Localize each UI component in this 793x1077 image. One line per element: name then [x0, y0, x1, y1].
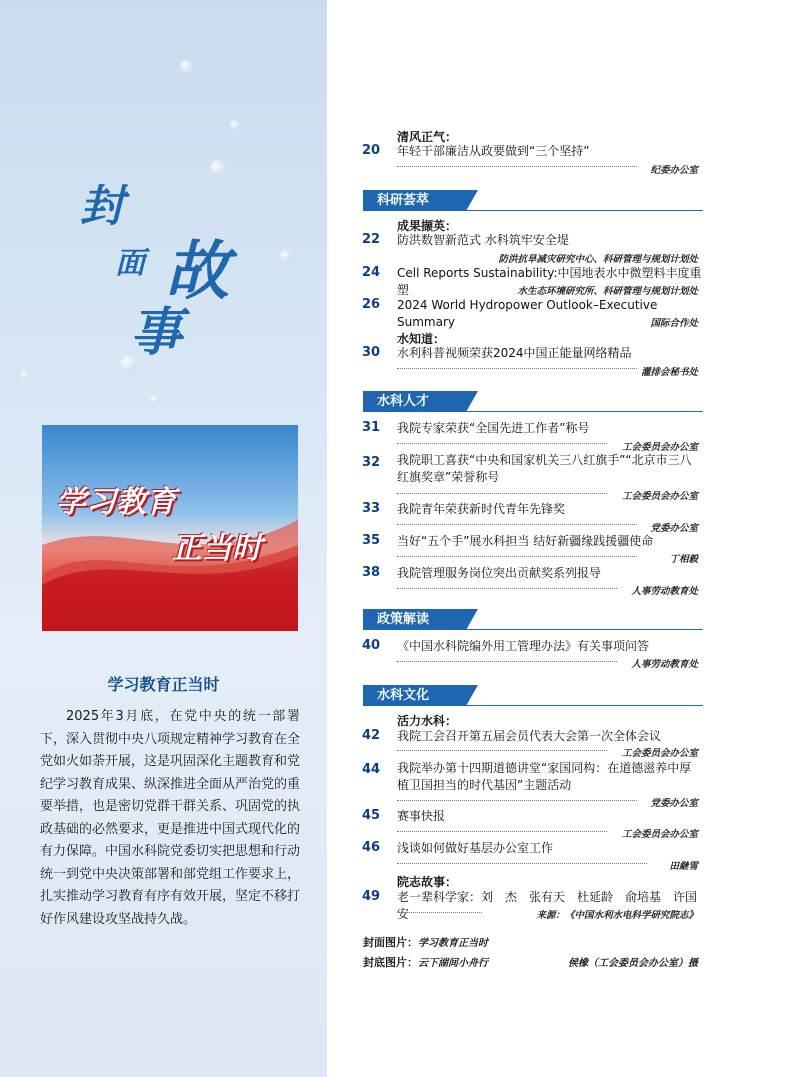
leader-dots	[397, 556, 637, 557]
department: 丁相毅	[669, 554, 698, 565]
department: 工会委员会办公室	[621, 491, 698, 502]
page-number: 33	[362, 501, 381, 516]
article-title[interactable]: 我院职工喜获“中央和国家机关三八红旗手”“北京市三八红旗奖章”荣誉称号	[397, 453, 692, 484]
leader-dots	[397, 912, 482, 913]
cover-story-panel	[0, 0, 327, 1077]
section-header: 政策解读	[363, 609, 466, 630]
department: 人事劳动教育处	[631, 586, 698, 597]
section-rule	[363, 705, 703, 706]
department: 灌排会秘书处	[640, 367, 698, 378]
leader-dots	[397, 493, 607, 494]
cover-image-subtitle: 正当时	[172, 531, 262, 566]
footer-value: 侯橡（工会委员会办公室）摄	[568, 958, 698, 969]
page-number: 20	[362, 143, 381, 158]
cover-story-title: 学习教育正当时	[107, 675, 220, 694]
department: 水生态环境研究所、科研管理与规划计划处	[517, 286, 698, 297]
subheading: 水知道：	[397, 332, 446, 346]
article-title[interactable]: 赛事快报	[397, 809, 446, 823]
page-number: 38	[362, 565, 381, 580]
article-title[interactable]: 《中国水科院编外用工管理办法》有关事项问答	[397, 639, 650, 653]
department: 工会委员会办公室	[621, 442, 698, 453]
article-title[interactable]: 我院管理服务岗位突出贡献奖系列报导	[397, 566, 602, 580]
section-rule	[363, 629, 703, 630]
page-number: 24	[362, 265, 381, 280]
water-drop	[210, 160, 226, 176]
department: 人事劳动教育处	[631, 659, 698, 670]
cover-image-title: 学习教育	[56, 485, 176, 520]
vertical-title-char: 面	[115, 246, 145, 281]
article-title[interactable]: 当好“五个手”展水科担当 结好新疆缘践援疆使命	[397, 534, 654, 548]
article-title[interactable]: 2024 World Hydropower Outlook–Executive Summary	[397, 298, 658, 329]
department: 田継雪	[669, 861, 698, 872]
section-rule	[363, 210, 703, 211]
cover-image-credit	[363, 934, 488, 950]
photographer-credit	[568, 954, 698, 969]
section-header: 水科文化	[363, 685, 466, 706]
leader-dots	[397, 588, 617, 589]
water-drop	[20, 370, 30, 380]
water-drop	[280, 250, 292, 262]
cover-story-body: 2025年3月底，在党中央的统一部署下，深入贯彻中央八项规定精神学习教育在全党如火如荼开展，这是巩固深化主题教育和党纪学习教育成果、纵深推进全面从严治党的重要举措，也是密切党群干群关系、巩固党的执政基础的必然要求，更是推进中国式现代化的有力保障。中国水科院党委切实把思想和行动统一到党中央决策部署和部党组工作要求上，扎实推动学习教育有序有效开展，坚定不移打好作风建设攻坚战持久战。	[40, 709, 301, 927]
subheading: 清风正气：	[397, 130, 458, 144]
leader-dots	[397, 800, 637, 801]
subheading: 成果撷英：	[397, 219, 458, 233]
leader-dots	[397, 831, 607, 832]
article-title[interactable]: Cell Reports Sustainability:中国地表水中微塑料丰度重塑	[397, 266, 702, 297]
leader-dots	[397, 524, 637, 525]
page-number: 40	[362, 638, 381, 653]
department: 来源：《中国水利水电科学研究院志》	[536, 910, 698, 921]
article-title[interactable]: 我院专家荣获“全国先进工作者”称号	[397, 421, 590, 435]
leader-dots	[397, 750, 607, 751]
leader-dots	[397, 166, 637, 167]
footer-label: 封底图片：	[363, 956, 418, 969]
water-drop	[230, 120, 240, 130]
page-number: 30	[362, 345, 381, 360]
page-number: 42	[362, 728, 381, 743]
article-title[interactable]: 我院举办第十四期道德讲堂“家国同构：在道德滋养中厚植卫国担当的时代基因”主题活动	[397, 761, 692, 792]
department: 工会委员会办公室	[621, 829, 698, 840]
page-number: 49	[362, 889, 381, 904]
back-cover-credit	[363, 954, 488, 970]
page-number: 45	[362, 808, 381, 823]
page-number: 22	[362, 232, 381, 247]
article-title[interactable]: 年轻干部廉洁从政要做到“三个坚持”	[397, 144, 590, 158]
footer-label: 封面图片：	[363, 936, 418, 949]
leader-dots	[397, 368, 637, 369]
cover-image	[42, 425, 298, 631]
vertical-title-char: 事	[130, 302, 183, 363]
vertical-title-char: 故	[165, 234, 229, 309]
section-rule	[363, 411, 703, 412]
page-number: 32	[362, 455, 381, 470]
department: 国际合作处	[650, 318, 698, 329]
vertical-title-char: 封	[80, 181, 124, 232]
page-number: 44	[362, 762, 381, 777]
leader-dots	[397, 863, 647, 864]
article-title[interactable]: 我院青年荣获新时代青年先锋奖	[397, 502, 566, 516]
subheading: 活力水科：	[397, 714, 458, 728]
section-header: 科研荟萃	[363, 190, 466, 211]
department: 党委办公室	[650, 523, 698, 534]
water-drop	[180, 60, 194, 74]
article-title[interactable]: 老一辈科学家：刘 杰 张有天 杜延龄 俞培基 许国安	[397, 890, 698, 921]
department: 纪委办公室	[650, 165, 698, 176]
article-title[interactable]: 防洪数智新范式 水科筑牢安全堤	[397, 233, 569, 247]
section-header: 水科人才	[363, 391, 466, 412]
leader-dots	[397, 661, 617, 662]
article-title[interactable]: 浅谈如何做好基层办公室工作	[397, 841, 554, 855]
page-number: 26	[362, 297, 381, 312]
page-number: 31	[362, 420, 381, 435]
leader-dots	[397, 443, 607, 444]
article-title[interactable]: 我院工会召开第五届会员代表大会第一次全体会议	[397, 729, 662, 743]
page-number: 35	[362, 533, 381, 548]
footer-value: 学习教育正当时	[418, 938, 488, 949]
footer-value: 云下湖间小舟行	[418, 958, 488, 969]
department: 防洪抗旱减灾研究中心、科研管理与规划计划处	[498, 254, 698, 265]
page-number: 46	[362, 840, 381, 855]
department: 工会委员会办公室	[621, 748, 698, 759]
water-drop	[150, 395, 159, 404]
article-title[interactable]: 水利科普视频荣获2024中国正能量网络精品	[397, 346, 632, 360]
department: 党委办公室	[650, 798, 698, 809]
subheading: 院志故事：	[397, 875, 458, 889]
